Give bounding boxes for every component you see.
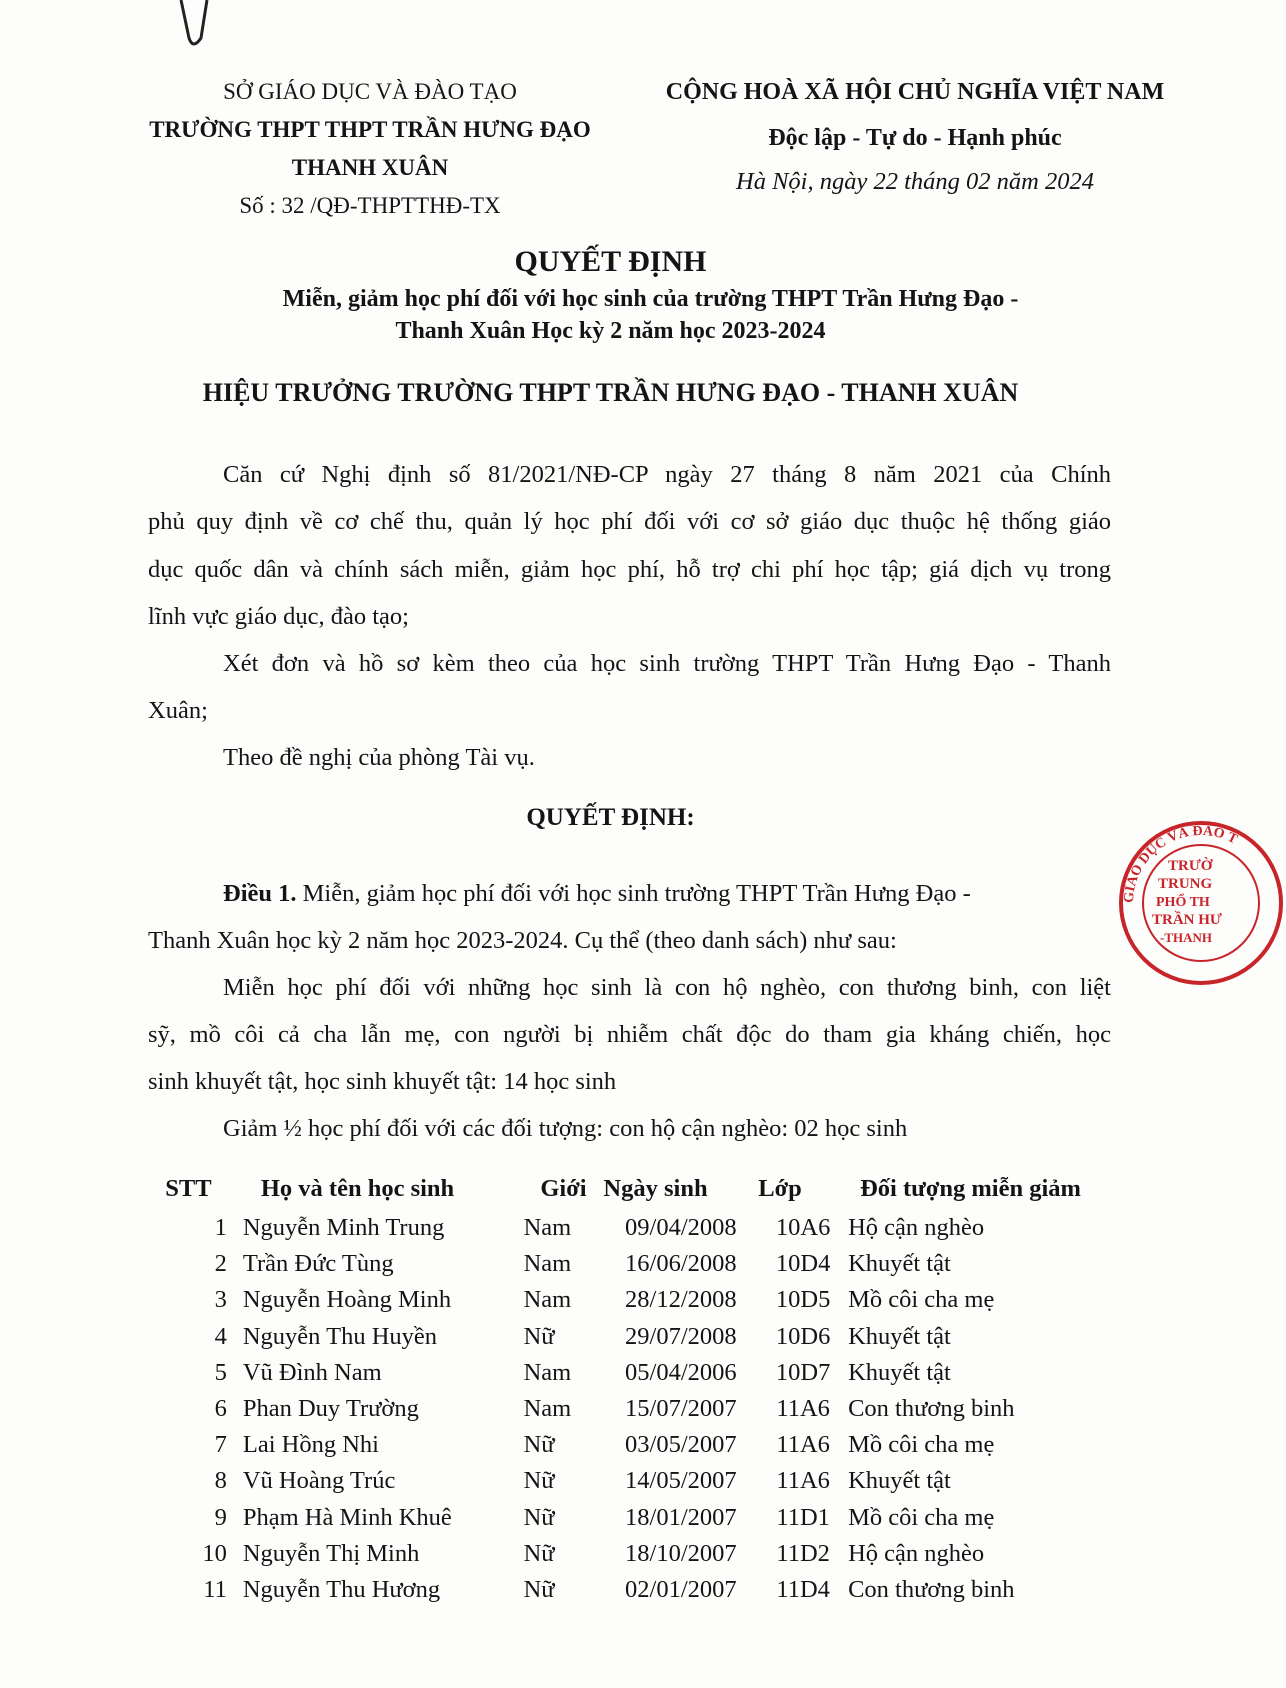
table-row bbox=[150, 1319, 1110, 1355]
cell-stt: 8 bbox=[214, 1467, 227, 1495]
article1-line2: Thanh Xuân học kỳ 2 năm học 2023-2024. Cụ thể (theo danh sách) như sau: bbox=[148, 927, 897, 954]
header-sex: Giới bbox=[540, 1175, 587, 1202]
cell-object: Khuyết tật bbox=[848, 1358, 951, 1386]
cell-class: 10A6 bbox=[775, 1214, 831, 1242]
document-number: Số : 32 /QĐ-THPTTHĐ-TX bbox=[239, 193, 501, 218]
cell-class: 11A6 bbox=[776, 1395, 830, 1423]
cell-sex: Nam bbox=[523, 1250, 572, 1278]
decision-title: QUYẾT ĐỊNH bbox=[514, 245, 707, 278]
cell-stt: 11 bbox=[203, 1575, 227, 1603]
department-name: SỞ GIÁO DỤC VÀ ĐÀO TẠO bbox=[223, 79, 517, 104]
preamble-p2-line2: Xuân; bbox=[148, 697, 208, 724]
cell-name: Nguyễn Hoàng Minh bbox=[242, 1286, 452, 1314]
table-row bbox=[150, 1210, 1110, 1246]
table-row bbox=[150, 1282, 1110, 1318]
cell-stt: 5 bbox=[214, 1358, 227, 1386]
cell-name: Nguyễn Thị Minh bbox=[242, 1539, 420, 1567]
table-row bbox=[150, 1246, 1110, 1282]
cell-dob: 16/06/2008 bbox=[625, 1250, 737, 1278]
decision-subtitle-line1: Miễn, giảm học phí đối với học sinh của trường THPT Trần Hưng Đạo - bbox=[282, 286, 1019, 312]
cell-object: Con thương binh bbox=[848, 1575, 1015, 1603]
cell-object: Mồ côi cha mẹ bbox=[848, 1286, 995, 1314]
cell-name: Lai Hồng Nhi bbox=[242, 1431, 379, 1459]
preamble-p1-line4: lĩnh vực giáo dục, đào tạo; bbox=[148, 603, 409, 630]
cell-class: 11A6 bbox=[776, 1431, 830, 1459]
preamble-p1-line1: Căn cứ Nghị định số 81/2021/NĐ-CP ngày 27 tháng 8 năm 2021 của Chính bbox=[223, 461, 1111, 488]
cell-class: 11D4 bbox=[776, 1575, 830, 1603]
cell-sex: Nam bbox=[523, 1214, 572, 1242]
nation-name: CỘNG HOÀ XÃ HỘI CHỦ NGHĨA VIỆT NAM bbox=[665, 79, 1165, 105]
header-stt: STT bbox=[165, 1175, 212, 1202]
decision-subtitle-line2: Thanh Xuân Học kỳ 2 năm học 2023-2024 bbox=[395, 318, 826, 344]
cell-object: Mồ côi cha mẹ bbox=[848, 1431, 995, 1459]
cell-class: 11D2 bbox=[776, 1539, 830, 1567]
cell-dob: 14/05/2007 bbox=[625, 1467, 737, 1495]
exempt-line2: sỹ, mồ côi cả cha lẫn mẹ, con người bị nhiễm chất độc do tham gia kháng chiến, học bbox=[148, 1021, 1111, 1048]
cell-sex: Nữ bbox=[523, 1431, 555, 1459]
stamp-ring-text: GIÁO DỤC VÀ ĐÀO T bbox=[1121, 823, 1240, 904]
nation-motto: Độc lập - Tự do - Hạnh phúc bbox=[768, 125, 1062, 151]
student-table bbox=[150, 1168, 1110, 1608]
stamp-text-4: TRẦN HƯ bbox=[1152, 912, 1222, 928]
cell-name: Vũ Đình Nam bbox=[242, 1358, 382, 1386]
cell-dob: 29/07/2008 bbox=[625, 1322, 737, 1350]
cell-dob: 15/07/2007 bbox=[625, 1395, 737, 1423]
cell-object: Hộ cận nghèo bbox=[848, 1214, 985, 1242]
table-row bbox=[150, 1355, 1110, 1391]
cell-object: Khuyết tật bbox=[848, 1467, 951, 1495]
cell-object: Hộ cận nghèo bbox=[848, 1539, 985, 1567]
cell-stt: 7 bbox=[214, 1431, 227, 1459]
cell-sex: Nam bbox=[523, 1395, 572, 1423]
cell-stt: 3 bbox=[214, 1286, 227, 1314]
exempt-line1: Miễn học phí đối với những học sinh là con hộ nghèo, con thương binh, con liệt bbox=[223, 974, 1111, 1001]
cell-object: Khuyết tật bbox=[848, 1250, 951, 1278]
exempt-line3: sinh khuyết tật, học sinh khuyết tật: 14 học sinh bbox=[148, 1068, 617, 1095]
cell-dob: 05/04/2006 bbox=[625, 1358, 737, 1386]
authority-heading: HIỆU TRƯỞNG TRƯỜNG THPT TRẦN HƯNG ĐẠO - THANH XUÂN bbox=[202, 378, 1019, 407]
cell-sex: Nam bbox=[523, 1286, 572, 1314]
header-dob: Ngày sinh bbox=[603, 1175, 708, 1202]
place-date: Hà Nội, ngày 22 tháng 02 năm 2024 bbox=[736, 168, 1094, 195]
school-name-line2: THANH XUÂN bbox=[291, 155, 449, 180]
school-name-line1: TRƯỜNG THPT THPT TRẦN HƯNG ĐẠO bbox=[149, 117, 591, 142]
school-stamp-icon bbox=[1116, 818, 1286, 988]
cell-class: 10D7 bbox=[775, 1358, 831, 1386]
preamble-p1-line3: dục quốc dân và chính sách miễn, giảm học phí, hỗ trợ chi phí học tập; giá dịch vụ trong bbox=[148, 556, 1111, 583]
table-row bbox=[150, 1427, 1110, 1463]
preamble-p1-line2: phủ quy định về cơ chế thu, quản lý học phí đối với cơ sở giáo dục thuộc hệ thống giáo bbox=[148, 508, 1111, 535]
table-header-row bbox=[150, 1168, 1110, 1210]
decision-heading: QUYẾT ĐỊNH: bbox=[526, 804, 695, 831]
cell-class: 10D4 bbox=[775, 1250, 831, 1278]
cell-name: Nguyễn Minh Trung bbox=[242, 1214, 445, 1242]
cell-dob: 03/05/2007 bbox=[625, 1431, 737, 1459]
reduce-line: Giảm ½ học phí đối với các đối tượng: con hộ cận nghèo: 02 học sinh bbox=[223, 1115, 908, 1142]
cell-dob: 02/01/2007 bbox=[625, 1575, 737, 1603]
header-name: Họ và tên học sinh bbox=[260, 1175, 455, 1202]
cell-sex: Nữ bbox=[523, 1575, 555, 1603]
header-class: Lớp bbox=[758, 1175, 802, 1202]
pen-mark-icon bbox=[175, 0, 215, 60]
cell-dob: 09/04/2008 bbox=[625, 1214, 737, 1242]
table-row bbox=[150, 1463, 1110, 1499]
cell-class: 10D5 bbox=[775, 1286, 831, 1314]
header-object: Đối tượng miễn giảm bbox=[860, 1175, 1081, 1202]
table-row bbox=[150, 1536, 1110, 1572]
cell-name: Nguyễn Thu Huyền bbox=[242, 1322, 438, 1350]
cell-stt: 4 bbox=[214, 1322, 227, 1350]
cell-stt: 2 bbox=[214, 1250, 227, 1278]
stamp-text-3: PHỔ TH bbox=[1156, 895, 1210, 910]
cell-sex: Nữ bbox=[523, 1539, 555, 1567]
cell-sex: Nữ bbox=[523, 1503, 555, 1531]
cell-dob: 28/12/2008 bbox=[625, 1286, 737, 1314]
article1-line1-text: Miễn, giảm học phí đối với học sinh trường THPT Trần Hưng Đạo - bbox=[296, 880, 971, 907]
table-row bbox=[150, 1391, 1110, 1427]
cell-class: 10D6 bbox=[775, 1322, 831, 1350]
cell-object: Khuyết tật bbox=[848, 1322, 951, 1350]
cell-name: Trần Đức Tùng bbox=[242, 1250, 394, 1278]
cell-dob: 18/01/2007 bbox=[625, 1503, 737, 1531]
cell-name: Phạm Hà Minh Khuê bbox=[242, 1503, 452, 1531]
table-row bbox=[150, 1572, 1110, 1608]
article1-line1 bbox=[223, 880, 1111, 908]
article1-label: Điều 1. bbox=[223, 880, 297, 907]
stamp-text-2: TRUNG bbox=[1158, 876, 1213, 892]
preamble-p2-line1: Xét đơn và hồ sơ kèm theo của học sinh trường THPT Trần Hưng Đạo - Thanh bbox=[223, 650, 1111, 677]
cell-dob: 18/10/2007 bbox=[625, 1539, 737, 1567]
cell-stt: 9 bbox=[214, 1503, 227, 1531]
cell-class: 11D1 bbox=[776, 1503, 830, 1531]
cell-object: Con thương binh bbox=[848, 1395, 1015, 1423]
cell-name: Nguyễn Thu Hương bbox=[242, 1575, 441, 1603]
cell-sex: Nữ bbox=[523, 1467, 555, 1495]
preamble-p3: Theo đề nghị của phòng Tài vụ. bbox=[223, 744, 535, 771]
stamp-text-1: TRƯỜ bbox=[1168, 858, 1213, 874]
stamp-text-5: -THANH bbox=[1160, 930, 1212, 945]
cell-name: Vũ Hoàng Trúc bbox=[242, 1467, 396, 1495]
cell-stt: 10 bbox=[202, 1539, 227, 1567]
cell-stt: 6 bbox=[214, 1395, 227, 1423]
cell-name: Phan Duy Trường bbox=[242, 1395, 419, 1423]
cell-sex: Nam bbox=[523, 1358, 572, 1386]
cell-object: Mồ côi cha mẹ bbox=[848, 1503, 995, 1531]
cell-stt: 1 bbox=[214, 1214, 227, 1242]
table-row bbox=[150, 1500, 1110, 1536]
cell-sex: Nữ bbox=[523, 1322, 555, 1350]
cell-class: 11A6 bbox=[776, 1467, 830, 1495]
